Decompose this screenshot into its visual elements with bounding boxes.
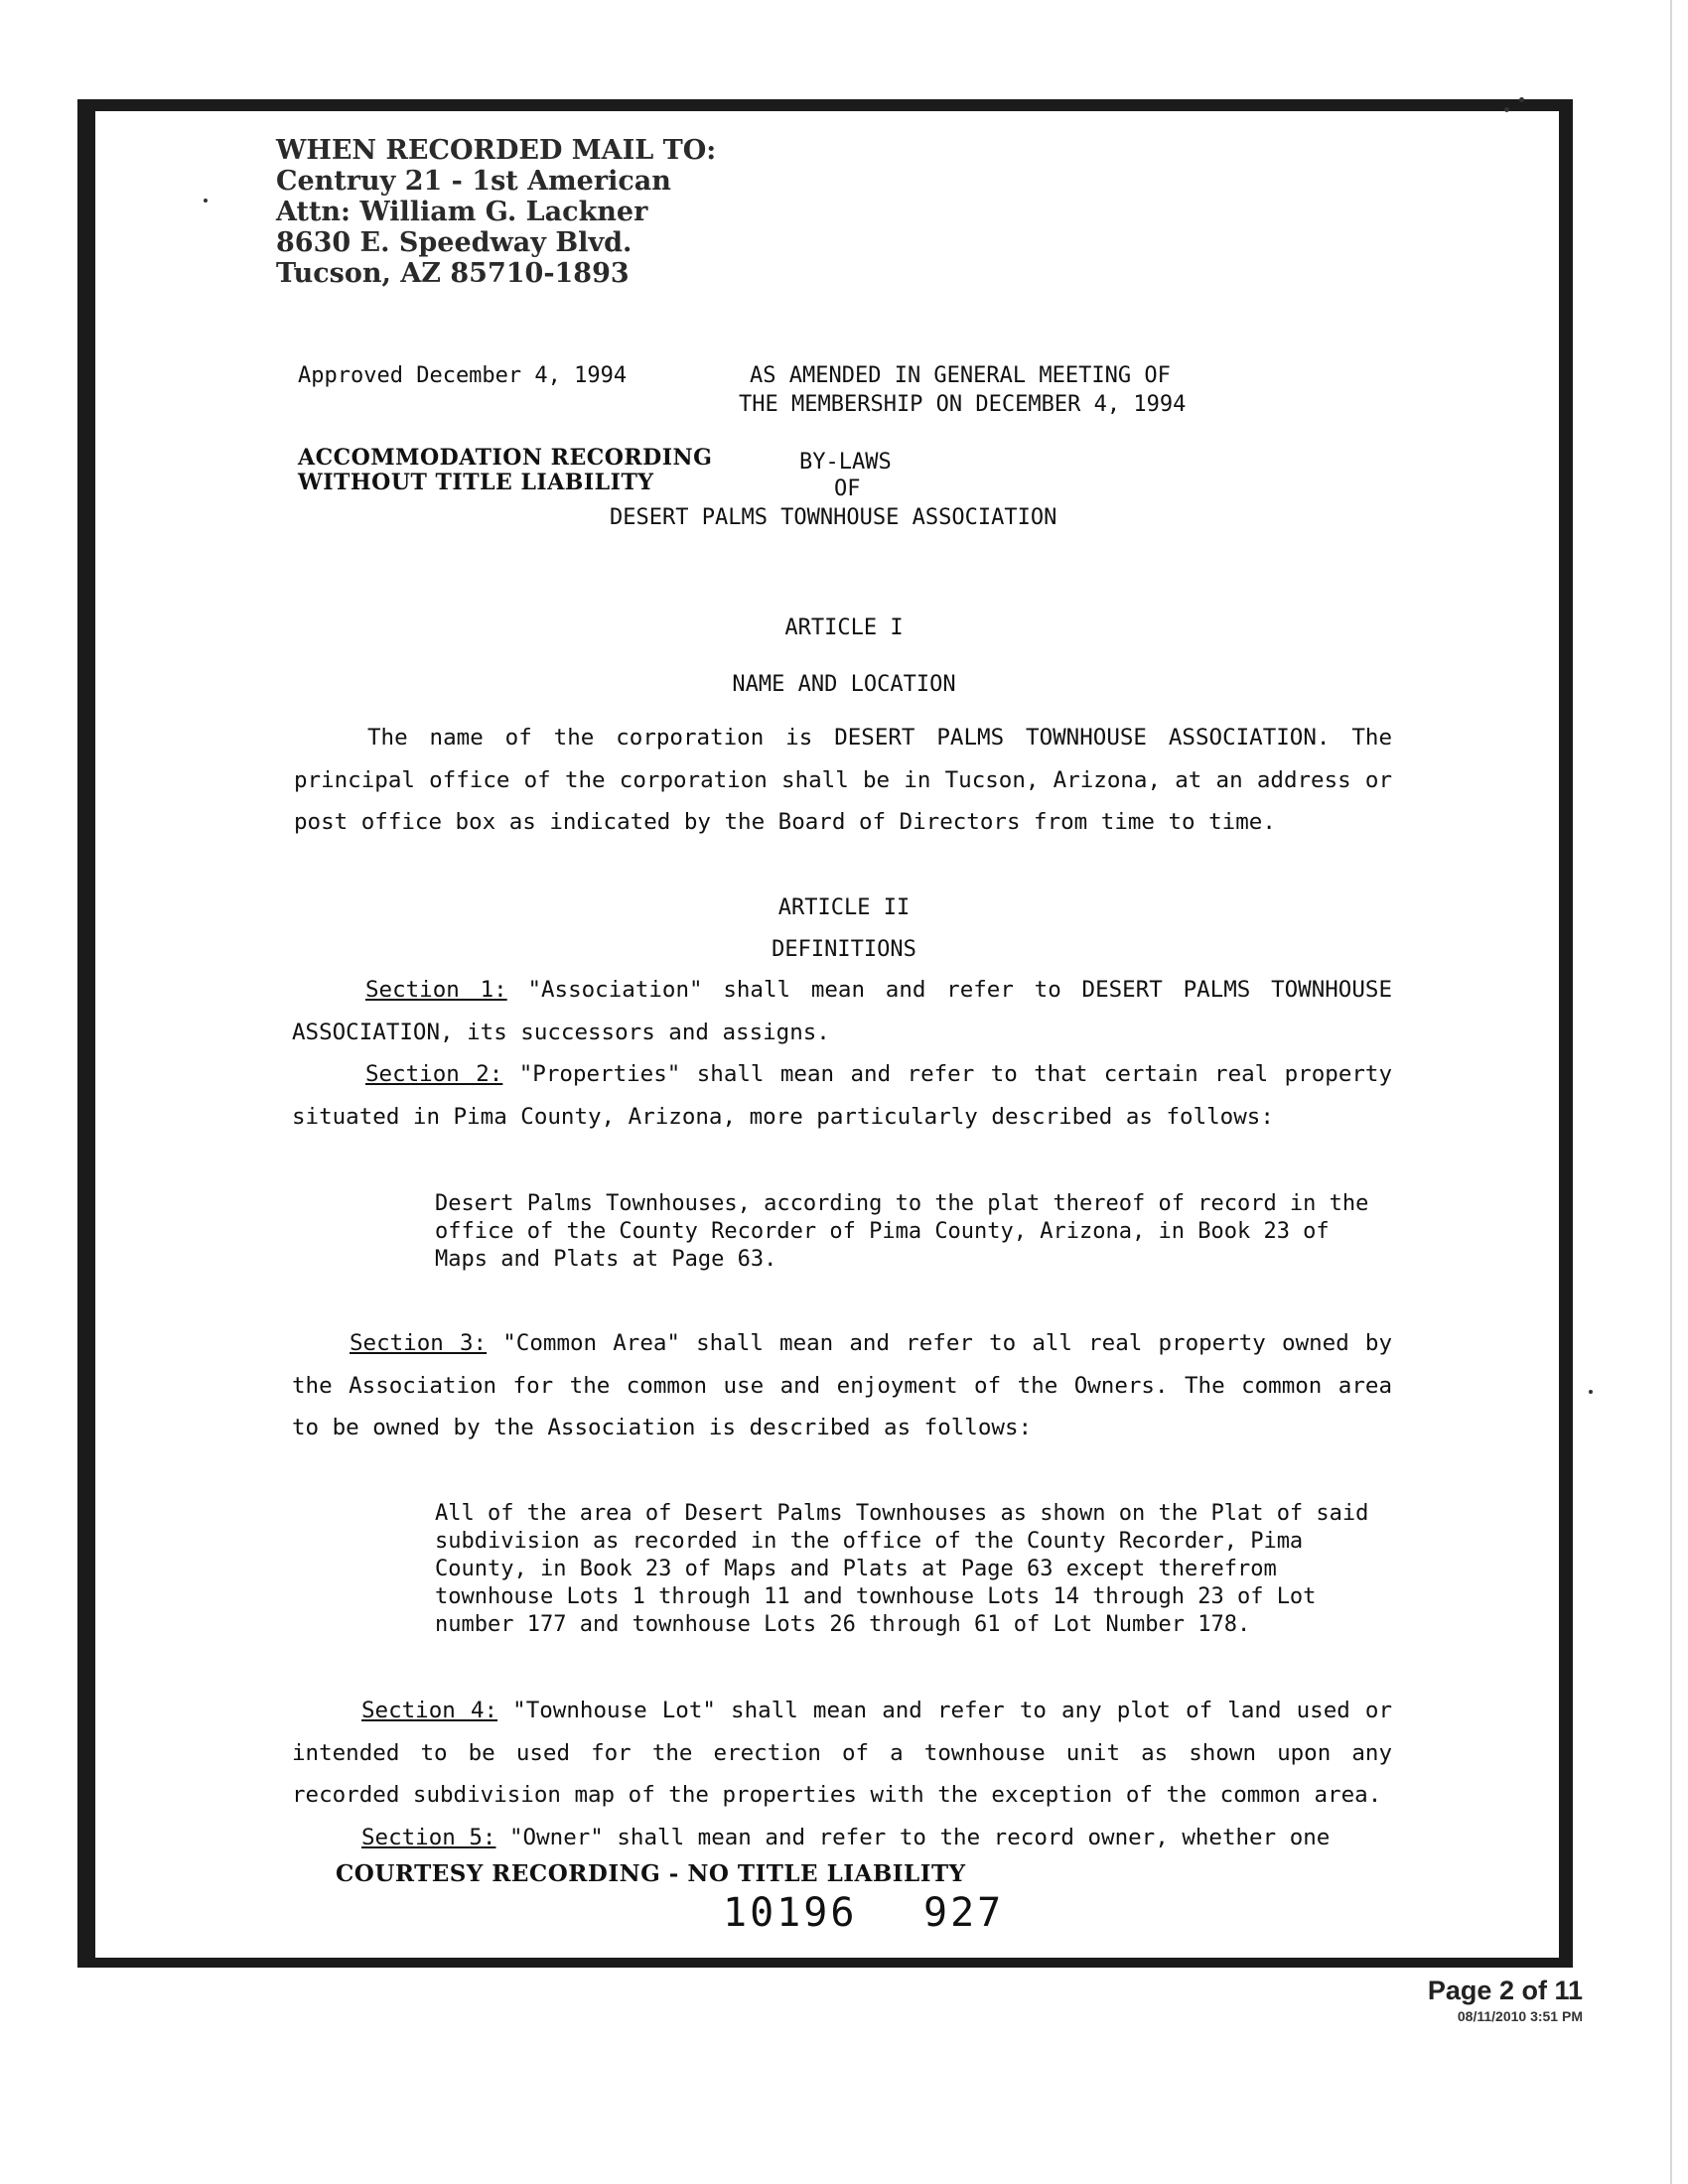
section-5-text: "Owner" shall mean and refer to the record owner, whether one [495,1825,1331,1850]
section-3-quoted-description: All of the area of Desert Palms Townhouses as shown on the Plat of said subdivision as recorded in the office of the County Recorder, Pima County, in Book 23 of Maps and Plats at Page 63 except therefrom townhouse Lots 1 through 11 and townhouse Lots 14 through 23 of Lot number 177 and townhouse Lots 26 through 61 of Lot Number 178. [435,1501,1369,1637]
courtesy-recording-stamp: COURTESY RECORDING - NO TITLE LIABILITY [336,1860,966,1887]
amended-line-2: THE MEMBERSHIP ON DECEMBER 4, 1994 [739,392,1187,417]
section-4-label: Section 4: [361,1698,498,1723]
print-timestamp: 08/11/2010 3:51 PM [1457,2008,1583,2024]
article-1-paragraph: The name of the corporation is DESERT PALMS TOWNHOUSE ASSOCIATION. The principal office of the corporation shall be in Tucson, Arizona, at an address or post office box as indicated by the Board of Directors from time to time. [294,725,1392,835]
scan-speck [204,199,208,203]
section-1-text: "Association" shall mean and refer to DESERT PALMS TOWNHOUSE ASSOCIATION, its successors and assigns. [292,977,1392,1045]
mail-to-block [276,135,716,289]
mail-to-line: Tucson, AZ 85710-1893 [276,258,630,289]
mail-to-line: 8630 E. Speedway Blvd. [276,227,633,258]
section-4-paragraph [292,1690,1392,1817]
scan-edge-line [1670,0,1672,2184]
section-3-paragraph [292,1322,1392,1449]
section-3-label: Section 3: [350,1330,488,1356]
article-2-subheading: DEFINITIONS [772,937,916,962]
section-5-label: Section 5: [361,1825,496,1850]
document-title-bylaws: BY-LAWS [799,450,892,475]
article-1-subheading: NAME AND LOCATION [732,672,956,697]
section-2-text: "Properties" shall mean and refer to that certain real property situated in Pima County, Arizona, more particularly described as follows: [292,1061,1393,1130]
docket-number: 10196 [723,1890,858,1936]
section-5-paragraph [292,1817,1392,1859]
section-2-paragraph [292,1053,1392,1138]
page-number-recorded: 927 [923,1890,1005,1936]
accommodation-stamp-line-1: ACCOMMODATION RECORDING [298,445,713,471]
accommodation-stamp-line-2: WITHOUT TITLE LIABILITY [298,470,654,495]
amended-line-1: AS AMENDED IN GENERAL MEETING OF [750,363,1171,388]
mail-to-heading: WHEN RECORDED MAIL TO: [276,135,717,166]
section-1-label: Section 1: [365,977,507,1003]
document-title-association: DESERT PALMS TOWNHOUSE ASSOCIATION [610,505,1057,530]
scan-speck [1519,97,1524,102]
section-2-label: Section 2: [365,1061,503,1087]
section-2-quoted-description: Desert Palms Townhouses, according to the plat thereof of record in the office of the County Recorder of Pima County, Arizona, in Book 23 of Maps and Plats at Page 63. [435,1191,1369,1272]
page-count: Page 2 of 11 [1427,1976,1583,2005]
document-title-of: OF [834,477,861,501]
mail-to-line: Attn: William G. Lackner [276,197,648,227]
approved-date: Approved December 4, 1994 [298,363,628,388]
section-1-paragraph [292,969,1392,1053]
article-2-heading: ARTICLE II [777,895,911,920]
scan-speck [1589,1390,1593,1394]
mail-to-line: Centruy 21 - 1st American [276,166,671,197]
article-1-heading: ARTICLE I [784,615,904,640]
section-4-text: "Townhouse Lot" shall mean and refer to any plot of land used or intended to be used for the erection of a townhouse unit as shown upon any recorded subdivision map of the properties with the exception of the common area. [292,1698,1393,1808]
section-3-text: "Common Area" shall mean and refer to all real property owned by the Association for the common use and enjoyment of the Owners. The common area to be owned by the Association is described as follows: [292,1330,1393,1440]
scan-speck [1504,107,1509,112]
page-label [1428,1976,1583,2024]
